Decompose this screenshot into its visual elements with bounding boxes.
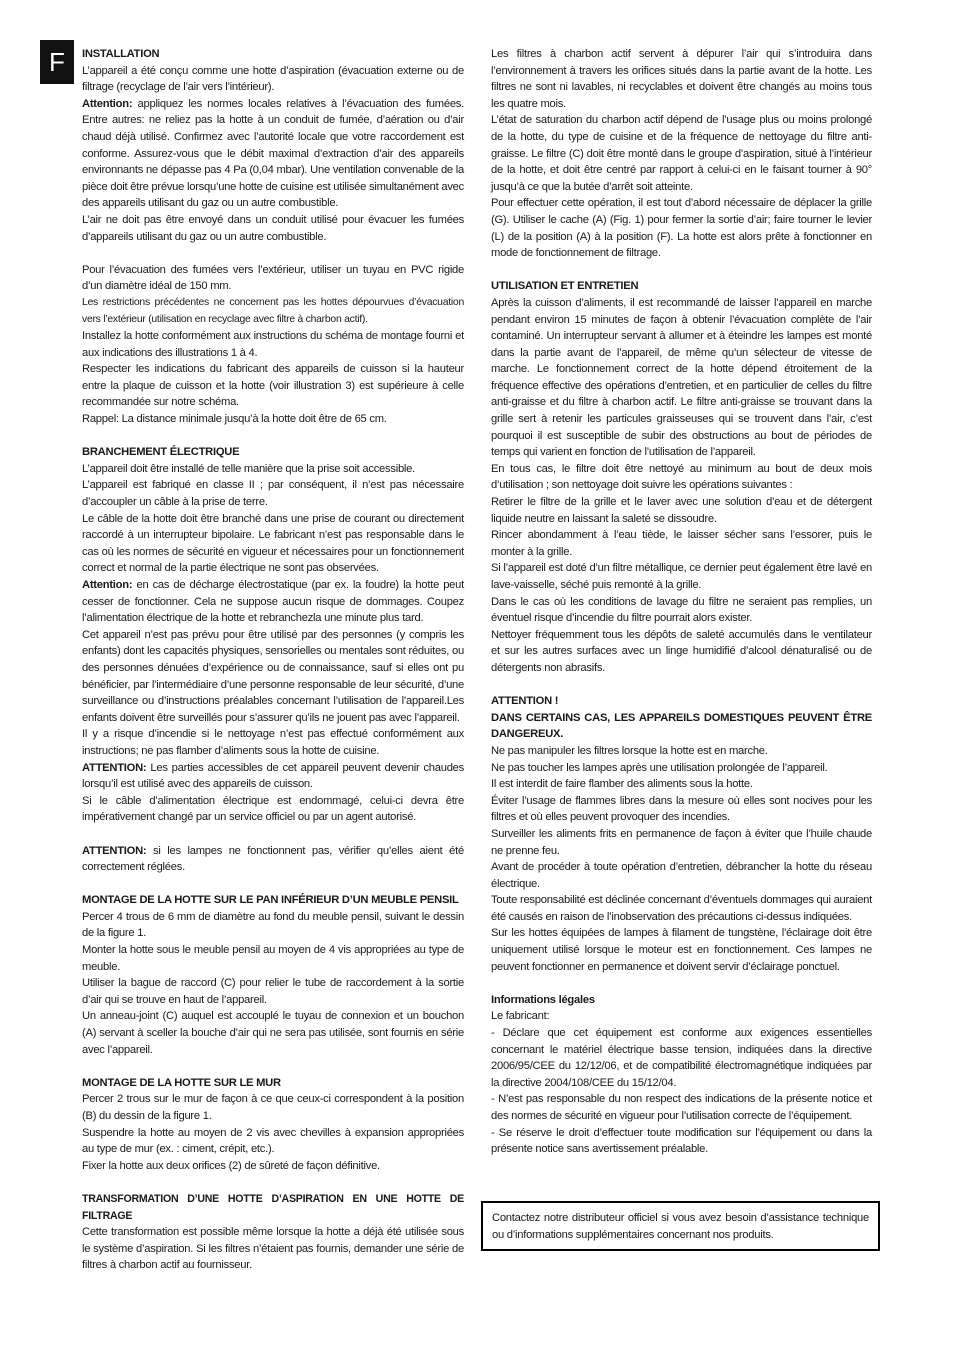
paragraph: Un anneau-joint (C) auquel est accouplé le tuyau de connexion et un bouchon (A) servant à sceller la bouche d’air qui ne sera pas utilisée, sont fournis en série avec l’appareil. [82, 1010, 464, 1056]
paragraph: Fixer la hotte aux deux orifices (2) de sûreté de façon définitive. [82, 1159, 380, 1172]
paragraph: Suspendre la hotte au moyen de 2 vis avec chevilles à expansion appropriées au type de mur (ex. : ciment, crépit, etc.). [82, 1126, 464, 1156]
contact-notice-box: Contactez notre distributeur officiel si vous avez besoin d’assistance technique ou d’informations supplémentaires concernant nos produits. [481, 1201, 880, 1251]
paragraph: Cet appareil n’est pas prévu pour être utilisé par des personnes (y compris les enfants) dont les capacités physiques, sensorielles ou mentales sont réduites, ou des personnes dénuées d’expérience ou de connaissance, sauf si elles ont pu bénéficier, par l’intermédiaire d’une personne responsable de leur sécurité, d’une surveillance ou d’instructions préalables concernant l’utilisation de l’appareil.Les enfants doivent être surveillés pour s’assurer qu’ils ne jouent pas avec l’appareil. [82, 628, 464, 724]
paragraph: L’appareil doit être installé de telle manière que la prise soit accessible. [82, 462, 415, 475]
electrical-heading: BRANCHEMENT ÉLECTRIQUE [82, 446, 240, 459]
attention-label: ATTENTION: [82, 761, 147, 774]
attention-heading: ATTENTION ! [491, 695, 559, 708]
paragraph: Nettoyer fréquemment tous les dépôts de saleté accumulés dans le ventilateur et sur les autres surfaces avec un linge humidifié d’alcool dénaturalisé ou de détergents non abrasifs. [491, 628, 872, 674]
paragraph: Utiliser la bague de raccord (C) pour relier le tube de raccordement à la sortie d’air qui se trouve en haut de l’appareil. [82, 977, 464, 1006]
paragraph: - N’est pas responsable du non respect des indications de la présente notice et des normes de sécurité en vigueur pour l’utilisation correcte de l’équipement. [491, 1093, 872, 1122]
paragraph: L’appareil est fabriqué en classe II ; par conséquent, il n’est pas nécessaire d’accoupler un câble à la prise de terre. [82, 479, 464, 509]
paragraph: Ne pas manipuler les filtres lorsque la hotte est en marche. [491, 744, 768, 757]
paragraph: Attention: en cas de décharge électrostatique (par ex. la foudre) la hotte peut cesser de fonctionner. Cela ne suppose aucun risque de dommages. Coupez l’alimentation électrique de la hotte et rebranchezla une minute plus tard. [82, 579, 464, 625]
paragraph: Éviter l’usage de flammes libres dans la mesure où elles sont nocives pour les filtres et où elles peuvent provoquer des incendies. [491, 794, 872, 824]
paragraph: Dans le cas où les conditions de lavage du filtre ne seraient pas remplies, un éventuel risque d’incendie du filtre pourrait alors exister. [491, 595, 872, 625]
paragraph: Il y a risque d’incendie si le nettoyage n’est pas effectué conformément aux instructions; ne pas flamber d’aliments sous la hotte de cuisine. [82, 728, 464, 757]
paragraph: Si le câble d’alimentation électrique est endommagé, celui-ci devra être impérativement changé par un service officiel ou par un agent autorisé. [82, 794, 464, 824]
mount-wall-heading: MONTAGE DE LA HOTTE SUR LE MUR [82, 1076, 281, 1089]
paragraph: Le câble de la hotte doit être branché dans une prise de courant ou directement raccordé à un interrupteur bipolaire. Le fabricant n’est pas responsable dans le cas où les normes de sécurité en vigueur et nécessaires pour un fonctionnement correct et normal de la partie électrique ne sont pas observées. [82, 512, 464, 575]
paragraph: Ne pas toucher les lampes après une utilisation prolongée de l’appareil. [491, 761, 828, 774]
paragraph: Rappel: La distance minimale jusqu’à la hotte doit être de 65 cm. [82, 413, 387, 426]
usage-heading: UTILISATION ET ENTRETIEN [491, 280, 639, 293]
paragraph: ATTENTION: si les lampes ne fonctionnent pas, vérifier qu’elles aient été correctement réglées. [82, 844, 464, 874]
paragraph: Percer 4 trous de 6 mm de diamètre au fond du meuble pensil, suivant le dessin de la figure 1. [82, 910, 464, 940]
paragraph: Toute responsabilité est déclinée concernant d’éventuels dommages qui auraient été causés en raison de l’inobservation des précautions ci-dessus indiquées. [491, 894, 873, 923]
paragraph: - Déclare que cet équipement est conforme aux exigences essentielles concernant le matériel électrique basse tension, indiquées dans la directive 2006/95/CEE du 12/12/06, et de compatibilité électromagnétique indiquées par la directive 2004/108/CEE du 15/12/04. [491, 1027, 872, 1089]
paragraph: Les filtres à charbon actif servent à dépurer l’air qui s’introduira dans l’environnement à travers les orifices situés dans la partie avant de la hotte. Les filtres ne sont ni lavables, ni recyclables et doivent être changés au moins tous les quatre mois. [491, 48, 872, 110]
paragraph: Sur les hottes équipées de lampes à filament de tungstène, l’éclairage doit être uniquement utilisé lorsque le moteur est en fonctionnement. Ces lampes ne peuvent fonctionner en permanence et doivent servir d’éclairage ponctuel. [491, 927, 872, 973]
transform-heading: TRANSFORMATION D’UNE HOTTE D’ASPIRATION EN UNE HOTTE DE FILTRAGE [82, 1192, 464, 1222]
attention-label: ATTENTION: [82, 844, 147, 857]
attention-label: Attention: [82, 579, 133, 591]
paragraph: ATTENTION: Les parties accessibles de cet appareil peuvent devenir chaudes lorsqu’il est utilisé avec des appareils de cuisson. [82, 761, 464, 791]
paragraph: Le fabricant: [491, 1010, 550, 1023]
paragraph: Pour l’évacuation des fumées vers l’extérieur, utiliser un tuyau en PVC rigide d’un diamètre idéal de 150 mm. [82, 263, 464, 293]
paragraph: Cette transformation est possible même lorsque la hotte a déjà été utilisée sous le système d’aspiration. Si les filtres n’étaient pas fournis, demander une série de filtres à charbon actif au fournisseur. [82, 1226, 464, 1272]
paragraph: Si l’appareil est doté d’un filtre métallique, ce dernier peut également être lavé en lave-vaisselle, séché puis remonté à la grille. [491, 562, 872, 591]
paragraph: Monter la hotte sous le meuble pensil au moyen de 4 vis appropriées au type de meuble. [82, 944, 464, 973]
paragraph: Après la cuisson d’aliments, il est recommandé de laisser l’appareil en marche pendant environ 15 minutes de façon à obtenir l’évacuation complète de l’air contaminé. Un interrupteur servant à allumer et à éteindre les lampes est monté dans la partie avant de l’appareil, de même qu’un sélecteur de vitesse de marche. Le fonctionnement correct de la hotte dépend étroitement de la fréquence effective des opérations d’entretien, et en particulier de celles du filtre anti-graisse et du filtre à charbon actif. Le filtre anti-graisse se trouvant dans la grille sert à retenir les particules graisseuses qui se trouvent dans l’air, c’est pourquoi il est susceptible de subir des obstructions au bout de périodes de temps qui varient en fonction de l’utilisation de l’appareil. [491, 296, 872, 459]
paragraph: En tous cas, le filtre doit être nettoyé au minimum au bout de deux mois d’utilisation ; son nettoyage doit suivre les opérations suivantes : [491, 462, 872, 492]
paragraph: L’état de saturation du charbon actif dépend de l’usage plus ou moins prolongé de la hotte, du type de cuisine et de la fréquence de nettoyage du filtre anti-graisse. Le filtre (C) doit être monté dans le groupe d’aspiration, situé à l’intérieur de la hotte, et doit être centré par rapport à celui-ci en le faisant tourner à 90° jusqu’à ce que la butée d’arrêt soit atteinte. [491, 114, 872, 193]
paragraph: Percer 2 trous sur le mur de façon à ce que ceux-ci correspondent à la position (B) du dessin de la figure 1. [82, 1093, 464, 1122]
paragraph: Retirer le filtre de la grille et le laver avec une solution d’eau et de détergent liquide neutre en laissant la saleté se dissoudre. [491, 496, 872, 525]
paragraph: Il est interdit de faire flamber des aliments sous la hotte. [491, 778, 753, 791]
mount-cabinet-heading: MONTAGE DE LA HOTTE SUR LE PAN INFÉRIEUR D’UN MEUBLE PENSIL [82, 894, 459, 907]
paragraph: Les restrictions précédentes ne concernent pas les hottes dépourvues d’évacuation vers l’extérieur (utilisation en recyclage avec filtre à charbon actif). [82, 296, 464, 325]
attention-label: Attention: [82, 97, 133, 110]
paragraph: Avant de procéder à toute opération d’entretien, débrancher la hotte du réseau électrique. [491, 861, 872, 890]
legal-heading: Informations légales [491, 993, 595, 1006]
paragraph: Rincer abondamment à l’eau tiède, le laisser sécher sans l’essorer, puis le monter à la grille. [491, 529, 872, 558]
paragraph: Installez la hotte conformément aux instructions du schéma de montage fourni et aux indications des illustrations 1 à 4. [82, 330, 464, 359]
paragraph: L’appareil a été conçu comme une hotte d’aspiration (évacuation externe ou de filtrage (recyclage de l’air vers l’intérieur). [82, 64, 464, 94]
paragraph: Attention: appliquez les normes locales relatives à l’évacuation des fumées. Entre autres: ne reliez pas la hotte à un conduit de fumée, d’aération ou d’air chaud déjà utilisé. Confirmez avec l’autorité locale que votre raccordement est conforme. Assurez-vous que le débit maximal d’extraction d’air des appareils environnants ne dépasse pas 4 Pa (0,04 mbar). Une ventilation convenable de la pièce doit être prévue lorsqu’une hotte de cuisine est utilisée simultanément avec des appareils utilisant du gaz ou un autre combustible. [82, 97, 464, 210]
language-tab: F [40, 40, 74, 84]
right-column [491, 46, 872, 1158]
paragraph: - Se réserve le droit d’effectuer toute modification sur l’équipement ou dans la présente notice sans avertissement préalable. [491, 1126, 872, 1156]
installation-heading: INSTALLATION [82, 48, 160, 60]
paragraph: Surveiller les aliments frits en permanence de façon à éviter que l’huile chaude ne prenne feu. [491, 827, 872, 857]
paragraph: Pour effectuer cette opération, il est tout d’abord nécessaire de déplacer la grille (G). Utiliser le cache (A) (Fig. 1) pour fermer la sortie d’air; faire tourner le levier (L) de la position (A) à la position (F). La hotte est alors prête à fonctionner en mode de fonctionnement de filtrage. [491, 197, 872, 260]
paragraph: L’air ne doit pas être envoyé dans un conduit utilisé pour évacuer les fumées d’appareils utilisant du gaz ou un autre combustible. [82, 213, 464, 243]
left-column [82, 46, 464, 1274]
paragraph: Respecter les indications du fabricant des appareils de cuisson si la hauteur entre la plaque de cuisson et la hotte (voir illustration 3) est supérieure à celle recommandée sur notre schéma. [82, 363, 464, 409]
attention-subheading: DANS CERTAINS CAS, LES APPAREILS DOMESTIQUES PEUVENT ÊTRE DANGEREUX. [491, 711, 872, 741]
